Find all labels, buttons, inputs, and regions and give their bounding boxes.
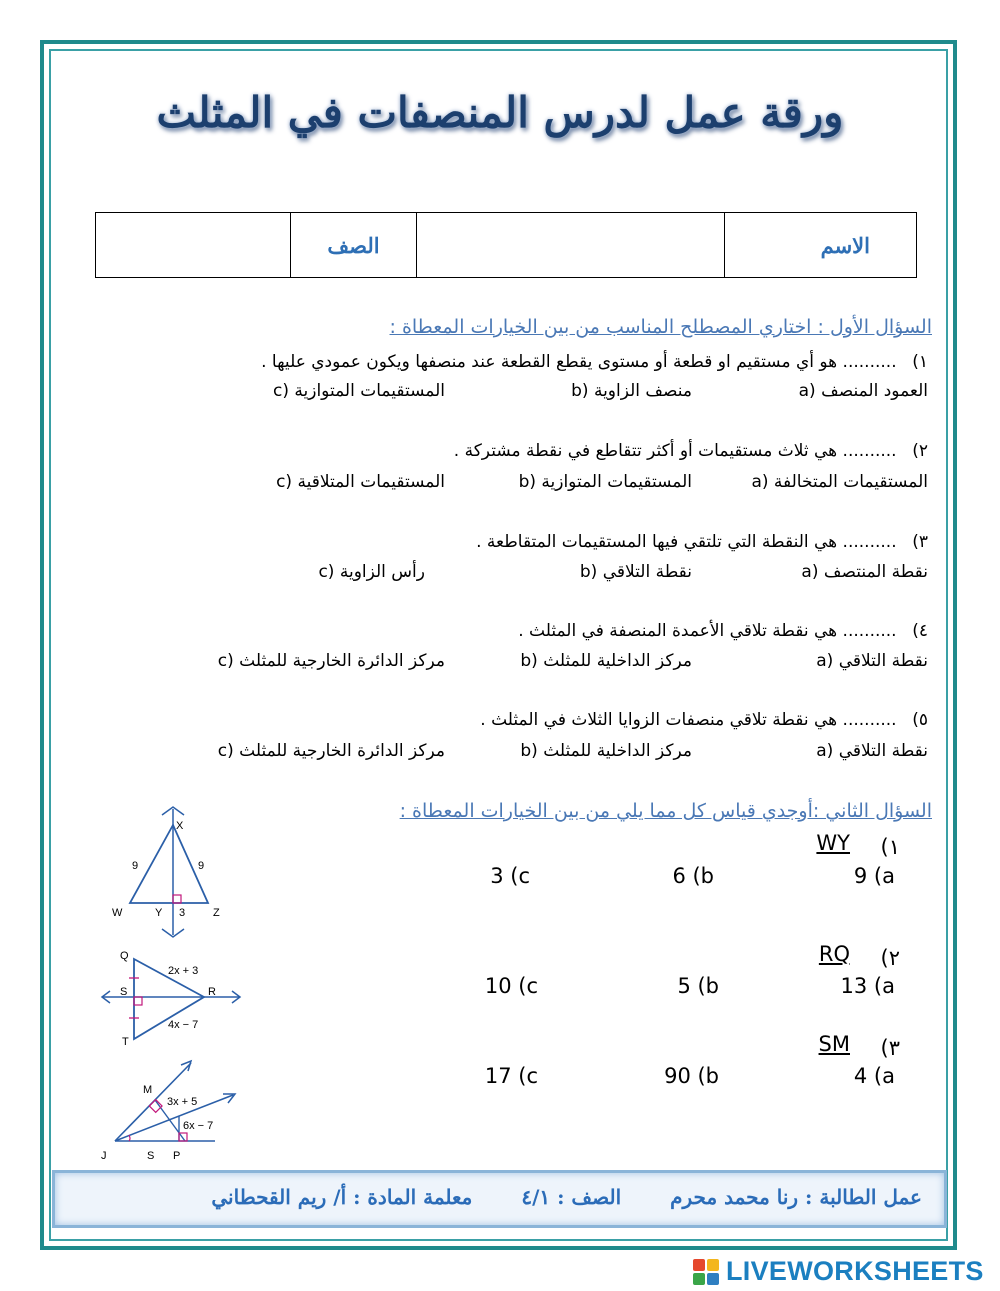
q1-item-4	[518, 621, 928, 641]
figure-angle-jsp	[95, 1055, 245, 1165]
q1-heading: السؤال الأول : اختاري المصطلح المناسب من بين الخيارات المعطاة :	[389, 316, 932, 338]
fig1-label-y: Y	[155, 907, 163, 919]
fig1-label-z: Z	[213, 907, 220, 919]
q1-item-2-number: ٢)	[912, 441, 928, 461]
q1-item-4-option-c[interactable]: c) مركز الدائرة الخارجية للمثلث	[217, 651, 445, 671]
q2-item-1-option-c[interactable]: 3 (c	[490, 864, 530, 888]
figure-triangle-qrt	[100, 945, 245, 1045]
fig2-label-r: R	[208, 986, 216, 998]
q2-item-1-term: WY	[816, 831, 850, 855]
q1-item-2-option-a[interactable]: a) المستقيمات المتخالفة	[751, 472, 928, 492]
footer-student: عمل الطالبة : رنا محمد محرم	[670, 1185, 922, 1209]
fig2-label-q: Q	[120, 950, 129, 962]
fig2-expr-top: 2x + 3	[168, 965, 199, 977]
class-field[interactable]	[96, 213, 291, 278]
q2-item-2-number: ٢)	[880, 946, 900, 970]
q2-item-1-number: ١)	[880, 835, 900, 859]
q1-item-5	[480, 710, 928, 730]
q2-item-3-option-a[interactable]: 4 (a	[853, 1064, 895, 1088]
q1-item-4-text: .......... هي نقطة تلاقي الأعمدة المنصفة في المثلث .	[518, 621, 897, 641]
q1-item-1-number: ١)	[912, 352, 928, 372]
q2-item-2-option-a[interactable]: 13 (a	[840, 974, 895, 998]
q1-item-5-text: .......... هي نقطة تلاقي منصفات الزوايا الثلاث في المثلث .	[480, 710, 897, 730]
q1-item-3-number: ٣)	[912, 532, 928, 552]
footer-teacher: معلمة المادة : أ/ ريم القحطاني	[211, 1185, 473, 1209]
q1-item-1-option-b[interactable]: b) منصف الزاوية	[571, 381, 692, 401]
name-field[interactable]	[416, 213, 724, 278]
worksheet-title: ورقة عمل لدرس المنصفات في المثلث	[156, 88, 844, 137]
fig1-label-w: W	[112, 907, 123, 919]
q2-item-3-option-c[interactable]: 17 (c	[484, 1064, 538, 1088]
class-label: الصف	[291, 213, 416, 278]
figure-triangle-wyz	[100, 805, 245, 940]
fig2-label-s: S	[120, 986, 128, 998]
q1-item-4-option-a[interactable]: a) نقطة التلاقي	[816, 651, 928, 671]
fig1-triangle	[130, 825, 208, 903]
q1-item-1-text: .......... هو أي مستقيم او قطعة أو مستوى يقطع القطعة عند منصفها ويكون عمودي عليها .	[261, 352, 897, 372]
fig3-arrow-upper	[181, 1061, 191, 1071]
q2-item-3-option-b[interactable]: 90 (b	[664, 1064, 719, 1088]
q1-item-5-option-c[interactable]: c) مركز الدائرة الخارجية للمثلث	[217, 741, 445, 761]
q1-item-5-option-b[interactable]: b) مركز الداخلية للمثلث	[520, 741, 692, 761]
q1-item-5-option-a[interactable]: a) نقطة التلاقي	[816, 741, 928, 761]
q1-item-2	[454, 441, 928, 461]
q2-item-3-number: ٣)	[880, 1036, 900, 1060]
q1-item-2-option-c[interactable]: c) المستقيمات المتلاقية	[276, 472, 445, 492]
q2-heading: السؤال الثاني :أوجدي قياس كل مما يلي من بين الخيارات المعطاة :	[399, 800, 932, 822]
fig3-label-s: S	[147, 1150, 155, 1162]
footer-credits	[52, 1170, 947, 1228]
q2-item-1-option-b[interactable]: 6 (b	[672, 864, 714, 888]
q1-item-2-option-b[interactable]: b) المستقيمات المتوازية	[518, 472, 692, 492]
fig3-angle-mark	[129, 1135, 130, 1141]
q1-item-3-option-a[interactable]: a) نقطة المنتصف	[801, 562, 928, 582]
q1-item-4-number: ٤)	[912, 621, 928, 641]
q1-item-3-option-b[interactable]: b) نقطة التلاقي	[579, 562, 692, 582]
fig3-expr-2: 6x − 7	[183, 1120, 214, 1132]
q1-item-3	[476, 532, 928, 552]
fig1-side-left: 9	[132, 860, 139, 872]
q2-item-1-option-a[interactable]: 9 (a	[853, 864, 895, 888]
q1-item-1	[261, 352, 928, 372]
fig2-expr-bottom: 4x − 7	[168, 1019, 199, 1031]
name-label: الاسم	[724, 213, 916, 278]
fig1-segment-label: 3	[179, 907, 186, 919]
q2-item-2-option-b[interactable]: 5 (b	[677, 974, 719, 998]
fig3-label-j: J	[101, 1150, 107, 1162]
q2-item-2-option-c[interactable]: 10 (c	[484, 974, 538, 998]
fig3-label-p: P	[173, 1150, 181, 1162]
footer-class: الصف : ٤/١	[521, 1185, 622, 1209]
fig3-expr-1: 3x + 5	[167, 1096, 198, 1108]
q1-item-5-number: ٥)	[912, 710, 928, 730]
q1-item-1-option-c[interactable]: c) المستقيمات المتوازية	[273, 381, 445, 401]
q2-item-3-term: SM	[818, 1032, 850, 1056]
fig2-right-angle-mark	[134, 997, 142, 1005]
liveworksheets-logo-text: LIVEWORKSHEETS	[726, 1256, 984, 1286]
q1-item-1-option-a[interactable]: a) العمود المنصف	[798, 381, 928, 401]
q1-item-3-text: .......... هي النقطة التي تلتقي فيها المستقيمات المتقاطعة .	[476, 532, 897, 552]
fig1-label-x: X	[176, 820, 184, 832]
fig1-right-angle-mark	[173, 895, 181, 903]
q1-item-4-option-b[interactable]: b) مركز الداخلية للمثلث	[520, 651, 692, 671]
fig1-side-right: 9	[198, 860, 205, 872]
q2-item-2-term: RQ	[818, 942, 850, 966]
fig2-label-t: T	[122, 1036, 129, 1045]
student-info-table	[95, 212, 917, 278]
q1-item-2-text: .......... هي ثلاث مستقيمات أو أكثر تتقاطع في نقطة مشتركة .	[453, 441, 897, 461]
fig3-label-m: M	[143, 1084, 153, 1096]
footer-text	[169, 1185, 922, 1209]
q1-item-3-option-c[interactable]: c) رأس الزاوية	[318, 562, 425, 582]
liveworksheets-logo-icon	[692, 1257, 722, 1287]
